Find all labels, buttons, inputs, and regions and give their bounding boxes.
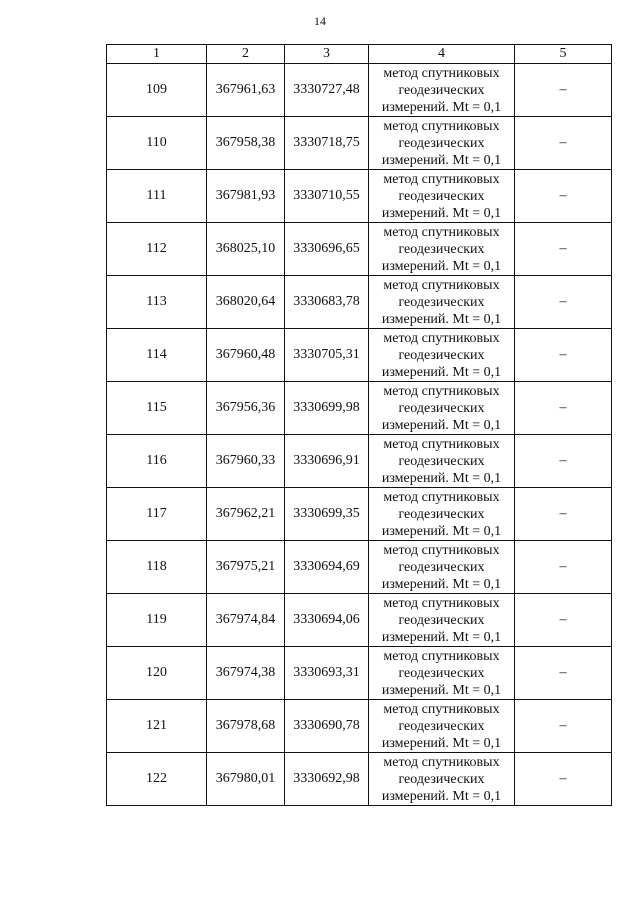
x-coordinate-cell: 367962,21: [207, 488, 285, 541]
coordinates-table: [106, 44, 612, 806]
method-line-2: геодезических: [398, 400, 485, 416]
header-cell-2: 2: [207, 45, 285, 64]
method-cell: [369, 117, 515, 170]
method-line-3: измерений. Mt = 0,1: [381, 99, 502, 115]
point-number-cell: 117: [107, 488, 207, 541]
method-cell: [369, 647, 515, 700]
method-line-3: измерений. Mt = 0,1: [381, 523, 502, 539]
x-coordinate-cell: 368025,10: [207, 223, 285, 276]
method-line-2: геодезических: [398, 241, 485, 257]
method-cell: [369, 594, 515, 647]
method-line-1: метод спутниковых: [383, 330, 500, 346]
column-5-cell: –: [515, 64, 612, 117]
header-cell-1: 1: [107, 45, 207, 64]
method-line-3: измерений. Mt = 0,1: [381, 311, 502, 327]
method-line-3: измерений. Mt = 0,1: [381, 364, 502, 380]
x-coordinate-cell: 368020,64: [207, 276, 285, 329]
method-line-2: геодезических: [398, 612, 485, 628]
y-coordinate-cell: 3330693,31: [285, 647, 369, 700]
column-5-cell: –: [515, 700, 612, 753]
column-5-cell: –: [515, 276, 612, 329]
method-cell: [369, 488, 515, 541]
method-line-1: метод спутниковых: [383, 118, 500, 134]
column-5-cell: –: [515, 594, 612, 647]
method-cell: [369, 435, 515, 488]
method-cell: [369, 329, 515, 382]
column-5-cell: –: [515, 329, 612, 382]
y-coordinate-cell: 3330699,98: [285, 382, 369, 435]
y-coordinate-cell: 3330683,78: [285, 276, 369, 329]
method-line-1: метод спутниковых: [383, 489, 500, 505]
table-row: [107, 541, 612, 594]
y-coordinate-cell: 3330696,65: [285, 223, 369, 276]
header-cell-4: 4: [369, 45, 515, 64]
page-number: 14: [314, 14, 326, 28]
column-5-cell: –: [515, 170, 612, 223]
column-5-cell: –: [515, 223, 612, 276]
y-coordinate-cell: 3330692,98: [285, 753, 369, 806]
method-line-2: геодезических: [398, 294, 485, 310]
method-cell: [369, 276, 515, 329]
y-coordinate-cell: 3330690,78: [285, 700, 369, 753]
y-coordinate-cell: 3330710,55: [285, 170, 369, 223]
method-line-3: измерений. Mt = 0,1: [381, 417, 502, 433]
method-line-1: метод спутниковых: [383, 701, 500, 717]
y-coordinate-cell: 3330699,35: [285, 488, 369, 541]
method-line-2: геодезических: [398, 559, 485, 575]
column-5-cell: –: [515, 647, 612, 700]
method-line-1: метод спутниковых: [383, 754, 500, 770]
point-number-cell: 122: [107, 753, 207, 806]
method-line-1: метод спутниковых: [383, 383, 500, 399]
method-line-3: измерений. Mt = 0,1: [381, 152, 502, 168]
method-cell: [369, 382, 515, 435]
method-line-3: измерений. Mt = 0,1: [381, 576, 502, 592]
method-cell: [369, 170, 515, 223]
method-line-1: метод спутниковых: [383, 171, 500, 187]
method-line-1: метод спутниковых: [383, 277, 500, 293]
table-row: [107, 594, 612, 647]
table-row: [107, 276, 612, 329]
method-line-2: геодезических: [398, 347, 485, 363]
table-row: [107, 488, 612, 541]
method-line-2: геодезических: [398, 771, 485, 787]
y-coordinate-cell: 3330727,48: [285, 64, 369, 117]
column-5-cell: –: [515, 488, 612, 541]
point-number-cell: 114: [107, 329, 207, 382]
method-line-2: геодезических: [398, 665, 485, 681]
point-number-cell: 118: [107, 541, 207, 594]
point-number-cell: 112: [107, 223, 207, 276]
x-coordinate-cell: 367980,01: [207, 753, 285, 806]
method-line-3: измерений. Mt = 0,1: [381, 205, 502, 221]
y-coordinate-cell: 3330718,75: [285, 117, 369, 170]
y-coordinate-cell: 3330694,06: [285, 594, 369, 647]
x-coordinate-cell: 367960,48: [207, 329, 285, 382]
column-5-cell: –: [515, 435, 612, 488]
table-row: [107, 329, 612, 382]
method-cell: [369, 700, 515, 753]
method-line-1: метод спутниковых: [383, 224, 500, 240]
point-number-cell: 121: [107, 700, 207, 753]
method-line-1: метод спутниковых: [383, 595, 500, 611]
method-line-1: метод спутниковых: [383, 65, 500, 81]
table-header-row: [107, 45, 612, 64]
method-line-2: геодезических: [398, 453, 485, 469]
method-line-3: измерений. Mt = 0,1: [381, 470, 502, 486]
x-coordinate-cell: 367974,38: [207, 647, 285, 700]
x-coordinate-cell: 367961,63: [207, 64, 285, 117]
table-row: [107, 170, 612, 223]
method-line-1: метод спутниковых: [383, 648, 500, 664]
table-row: [107, 64, 612, 117]
method-cell: [369, 223, 515, 276]
point-number-cell: 111: [107, 170, 207, 223]
method-line-2: геодезических: [398, 506, 485, 522]
method-line-3: измерений. Mt = 0,1: [381, 682, 502, 698]
point-number-cell: 119: [107, 594, 207, 647]
table-row: [107, 382, 612, 435]
header-cell-3: 3: [285, 45, 369, 64]
point-number-cell: 110: [107, 117, 207, 170]
table-row: [107, 753, 612, 806]
method-line-3: измерений. Mt = 0,1: [381, 788, 502, 804]
x-coordinate-cell: 367975,21: [207, 541, 285, 594]
point-number-cell: 116: [107, 435, 207, 488]
method-line-2: геодезических: [398, 135, 485, 151]
y-coordinate-cell: 3330705,31: [285, 329, 369, 382]
method-cell: [369, 64, 515, 117]
y-coordinate-cell: 3330696,91: [285, 435, 369, 488]
method-line-2: геодезических: [398, 718, 485, 734]
method-line-3: измерений. Mt = 0,1: [381, 629, 502, 645]
table-body: [107, 64, 612, 806]
x-coordinate-cell: 367974,84: [207, 594, 285, 647]
column-5-cell: –: [515, 117, 612, 170]
method-line-1: метод спутниковых: [383, 542, 500, 558]
x-coordinate-cell: 367978,68: [207, 700, 285, 753]
method-cell: [369, 753, 515, 806]
point-number-cell: 120: [107, 647, 207, 700]
point-number-cell: 109: [107, 64, 207, 117]
y-coordinate-cell: 3330694,69: [285, 541, 369, 594]
method-line-3: измерений. Mt = 0,1: [381, 735, 502, 751]
table-row: [107, 700, 612, 753]
method-line-2: геодезических: [398, 188, 485, 204]
x-coordinate-cell: 367960,33: [207, 435, 285, 488]
table-row: [107, 435, 612, 488]
header-cell-5: 5: [515, 45, 612, 64]
method-cell: [369, 541, 515, 594]
x-coordinate-cell: 367981,93: [207, 170, 285, 223]
column-5-cell: –: [515, 753, 612, 806]
column-5-cell: –: [515, 541, 612, 594]
table-row: [107, 117, 612, 170]
x-coordinate-cell: 367958,38: [207, 117, 285, 170]
point-number-cell: 113: [107, 276, 207, 329]
method-line-2: геодезических: [398, 82, 485, 98]
method-line-1: метод спутниковых: [383, 436, 500, 452]
point-number-cell: 115: [107, 382, 207, 435]
method-line-3: измерений. Mt = 0,1: [381, 258, 502, 274]
column-5-cell: –: [515, 382, 612, 435]
table-row: [107, 647, 612, 700]
table-row: [107, 223, 612, 276]
x-coordinate-cell: 367956,36: [207, 382, 285, 435]
